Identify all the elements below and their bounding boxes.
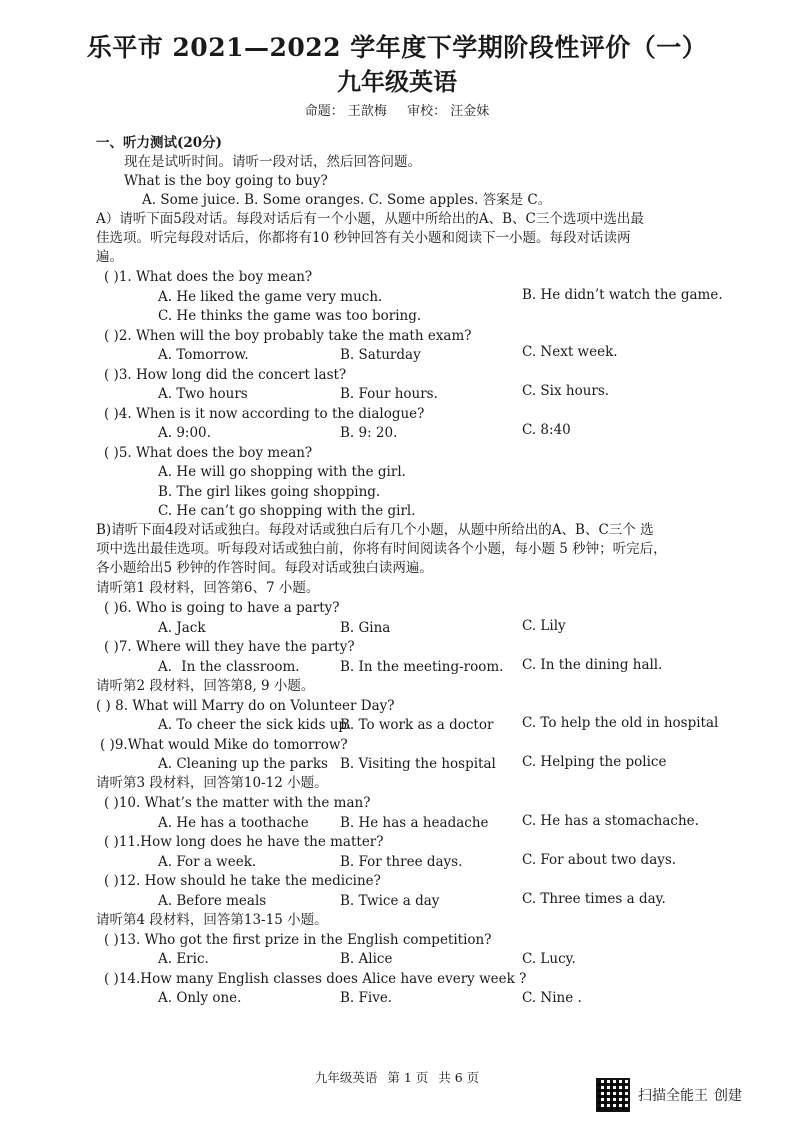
qr-code-icon xyxy=(596,1078,630,1112)
option-5b: B. The girl likes going shopping. xyxy=(158,484,381,500)
option-14a: A. Only one. xyxy=(158,990,242,1006)
option-3a: A. Two hours xyxy=(158,386,248,402)
option-9c: C. Helping the police xyxy=(522,754,667,770)
option-2a: A. Tomorrow. xyxy=(158,347,249,363)
option-3c: C. Six hours. xyxy=(522,383,610,399)
option-8a: A. To cheer the sick kids up. xyxy=(158,717,352,733)
option-11b: B. For three days. xyxy=(340,854,463,870)
option-7c: C. In the dining hall. xyxy=(522,657,663,673)
option-6c: C. Lily xyxy=(522,618,566,634)
question-2: ( )2. When will the boy probably take the math exam? xyxy=(104,328,472,344)
material-1-label: 请听第1 段材料，回答第6、7 小题。 xyxy=(96,580,320,596)
option-10c: C. He has a stomachache. xyxy=(522,813,699,829)
scanner-action: 创建 xyxy=(714,1088,742,1104)
footer-subject: 九年级英语 xyxy=(314,1070,378,1085)
exam-authors xyxy=(0,100,794,119)
option-1a: A. He liked the game very much. xyxy=(158,289,383,305)
option-10a: A. He has a toothache xyxy=(158,815,309,831)
scanner-watermark xyxy=(596,1078,748,1112)
part-b-instruction-3: 各小题给出5 秒钟的作答时间。每段对话或独白读两遍。 xyxy=(96,560,433,576)
part-b-instruction-2: 项中选出最佳选项。听每段对话或独白前，你将有时间阅读各个小题，每小题 5 秒钟；听完后， xyxy=(96,541,667,557)
part-a-instruction-1: A）请听下面5段对话。每段对话后有一个小题，从题中所给出的A、B、C三个选项中选出最 xyxy=(96,211,644,227)
question-13: ( )13. Who got the first prize in the English competition? xyxy=(104,932,492,948)
example-question: What is the boy going to buy? xyxy=(124,173,328,189)
question-3: ( )3. How long did the concert last? xyxy=(104,367,347,383)
question-11: ( )11.How long does he have the matter? xyxy=(104,834,384,850)
example-options: A. Some juice. B. Some oranges. C. Some apples. 答案是 C。 xyxy=(142,192,552,208)
question-4: ( )4. When is it now according to the dialogue? xyxy=(104,406,425,422)
question-1: ( )1. What does the boy mean? xyxy=(104,269,313,285)
option-2c: C. Next week. xyxy=(522,344,618,360)
option-5a: A. He will go shopping with the girl. xyxy=(158,464,406,480)
option-12a: A. Before meals xyxy=(158,893,267,909)
question-8: ( ) 8. What will Marry do on Volunteer Day? xyxy=(96,698,395,714)
option-5c: C. He can’t go shopping with the girl. xyxy=(158,503,416,519)
question-7: ( )7. Where will they have the party? xyxy=(104,639,355,655)
option-14c: C. Nine . xyxy=(522,990,582,1006)
question-6: ( )6. Who is going to have a party? xyxy=(104,600,340,616)
footer-page-number: 第 1 页 xyxy=(387,1070,429,1085)
option-11c: C. For about two days. xyxy=(522,852,677,868)
material-2-label: 请听第2 段材料，回答第8, 9 小题。 xyxy=(96,678,315,694)
question-5: ( )5. What does the boy mean? xyxy=(104,445,313,461)
option-7a: A．In the classroom. xyxy=(158,659,300,675)
option-13b: B. Alice xyxy=(340,951,393,967)
question-10: ( )10. What’s the matter with the man? xyxy=(104,795,371,811)
footer-total-pages: 共 6 页 xyxy=(438,1070,480,1085)
option-8b: B. To work as a doctor xyxy=(340,717,494,733)
option-6b: B. Gina xyxy=(340,620,391,636)
option-12c: C. Three times a day. xyxy=(522,891,666,907)
part-a-instruction-2: 佳选项。听完每段对话后，你都将有10 秒钟回答有关小题和阅读下一小题。每段对话读两 xyxy=(96,230,631,246)
part-a-instruction-3: 遍。 xyxy=(96,249,123,265)
option-1c: C. He thinks the game was too boring. xyxy=(158,308,422,324)
option-14b: B. Five. xyxy=(340,990,393,1006)
reviewer-label: 审校： 汪金妹 xyxy=(407,104,490,119)
section-heading: 一、听力测试(20分) xyxy=(96,135,223,151)
part-b-instruction-1: B)请听下面4段对话或独白。每段对话或独白后有几个小题，从题中所给出的A、B、C三个 选 xyxy=(96,522,654,538)
trial-intro: 现在是试听时间。请听一段对话，然后回答问题。 xyxy=(124,154,421,170)
option-3b: B. Four hours. xyxy=(340,386,438,402)
question-12: ( )12. How should he take the medicine? xyxy=(104,873,381,889)
question-14: ( )14.How many English classes does Alice have every week ? xyxy=(104,971,527,987)
exam-title: 乐平市 2021—2022 学年度下学期阶段性评价（一） xyxy=(86,33,708,62)
option-10b: B. He has a headache xyxy=(340,815,489,831)
option-6a: A. Jack xyxy=(158,620,206,636)
question-9: ( )9.What would Mike do tomorrow? xyxy=(100,737,348,753)
setter-label: 命题： 王歆梅 xyxy=(304,104,387,119)
option-13c: C. Lucy. xyxy=(522,951,576,967)
option-11a: A. For a week. xyxy=(158,854,257,870)
option-4a: A. 9:00. xyxy=(158,425,211,441)
option-12b: B. Twice a day xyxy=(340,893,440,909)
option-9a: A. Cleaning up the parks xyxy=(158,756,328,772)
option-7b: B. In the meeting-room. xyxy=(340,659,504,675)
option-2b: B. Saturday xyxy=(340,347,421,363)
exam-subtitle: 九年级英语 xyxy=(337,67,457,96)
option-13a: A. Eric. xyxy=(158,951,209,967)
scanner-app-name: 扫描全能王 xyxy=(638,1088,708,1104)
option-4b: B. 9: 20. xyxy=(340,425,398,441)
material-3-label: 请听第3 段材料，回答第10-12 小题。 xyxy=(96,775,328,791)
option-8c: C. To help the old in hospital xyxy=(522,715,719,731)
material-4-label: 请听第4 段材料，回答第13-15 小题。 xyxy=(96,912,328,928)
option-1b: B. He didn’t watch the game. xyxy=(522,287,723,303)
option-4c: C. 8:40 xyxy=(522,422,571,438)
option-9b: B. Visiting the hospital xyxy=(340,756,496,772)
